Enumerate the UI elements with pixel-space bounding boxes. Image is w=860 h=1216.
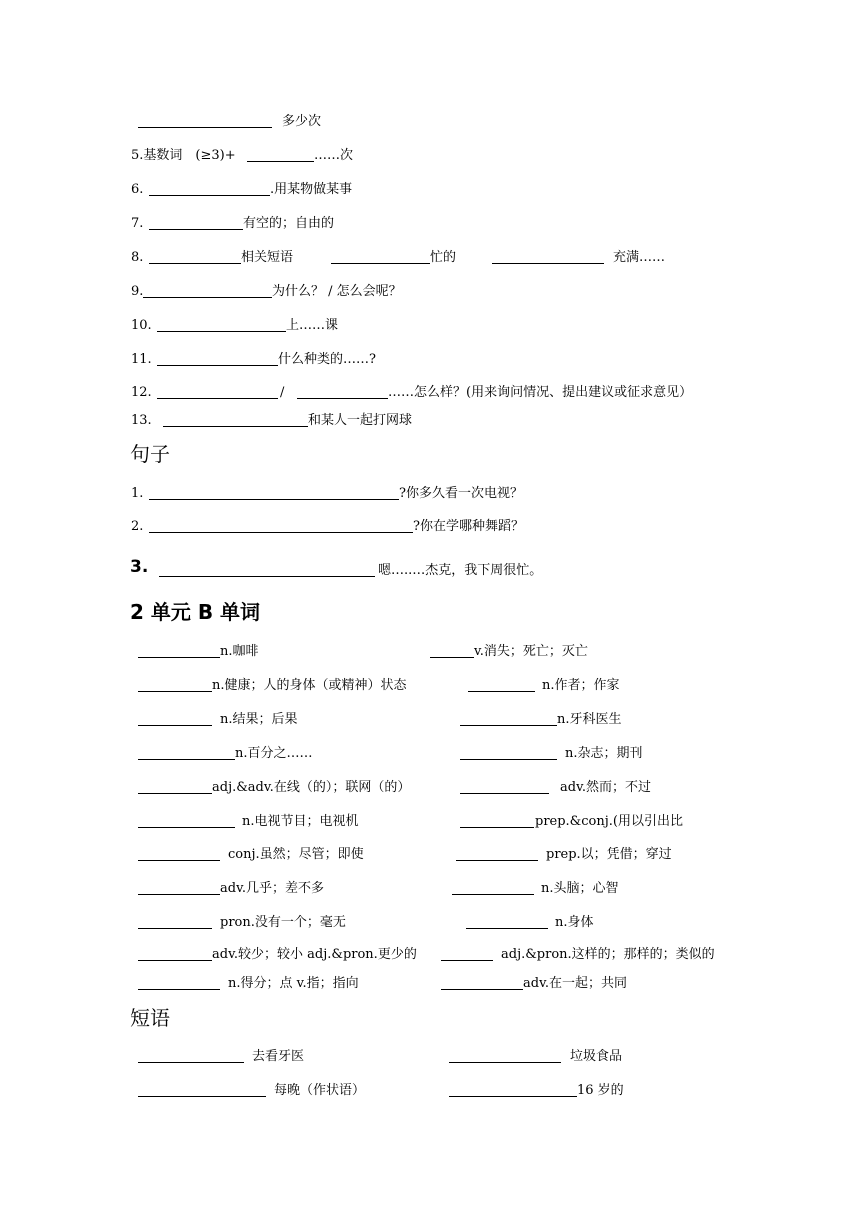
phrase-meaning: ……次	[314, 148, 354, 163]
phrase-number: 8.	[131, 250, 144, 265]
phrase-meaning: .用某物做某事	[270, 182, 353, 197]
phrase-number: 10.	[131, 318, 152, 333]
sentence-number: 2.	[131, 519, 144, 534]
phrase-meaning: 每晚（作状语）	[274, 1083, 366, 1098]
word-meaning: n.得分；点 v.指；指向	[228, 976, 359, 991]
answer-blank[interactable]	[297, 398, 388, 399]
answer-blank[interactable]	[138, 691, 212, 692]
answer-blank[interactable]	[157, 398, 278, 399]
answer-blank[interactable]	[452, 894, 534, 895]
phrase-meaning: 垃圾食品	[570, 1049, 623, 1064]
answer-blank[interactable]	[138, 989, 220, 990]
word-meaning: n.电视节目；电视机	[242, 814, 359, 829]
word-meaning: adv.在一起；共同	[523, 976, 628, 991]
phrase-number: 12.	[131, 385, 152, 400]
word-meaning: pron.没有一个；毫无	[220, 915, 346, 930]
word-meaning: n.牙科医生	[557, 712, 622, 727]
word-meaning: prep.以；凭借；穿过	[546, 847, 672, 862]
answer-blank[interactable]	[149, 195, 270, 196]
word-meaning: n.百分之……	[235, 746, 313, 761]
answer-blank[interactable]	[138, 928, 212, 929]
answer-blank[interactable]	[138, 827, 235, 828]
phrase-meaning: 16 岁的	[577, 1083, 624, 1098]
phrase-meaning: 多少次	[282, 114, 322, 129]
answer-blank[interactable]	[149, 263, 241, 264]
answer-blank[interactable]	[143, 297, 272, 298]
answer-blank[interactable]	[331, 263, 430, 264]
word-meaning: n.健康；人的身体（或精神）状态	[212, 678, 407, 693]
word-meaning: n.结果；后果	[220, 712, 298, 727]
word-meaning: n.咖啡	[220, 644, 259, 659]
answer-blank[interactable]	[138, 657, 220, 658]
answer-blank[interactable]	[430, 657, 474, 658]
word-meaning: n.身体	[555, 915, 594, 930]
answer-blank[interactable]	[159, 576, 375, 577]
answer-blank[interactable]	[149, 229, 243, 230]
answer-blank[interactable]	[138, 793, 212, 794]
answer-blank[interactable]	[468, 691, 535, 692]
word-meaning: n.杂志；期刊	[565, 746, 643, 761]
phrase-number: 6.	[131, 182, 144, 197]
answer-blank[interactable]	[441, 960, 493, 961]
phrase-meaning: 充满……	[613, 250, 666, 265]
word-meaning: adv.几乎；差不多	[220, 881, 325, 896]
phrase-meaning: 忙的	[430, 250, 457, 265]
phrase-number: 5.基数词 (≥3)+	[131, 148, 236, 163]
word-meaning: adv.然而；不过	[560, 780, 652, 795]
answer-blank[interactable]	[157, 365, 278, 366]
phrase-number: 11.	[131, 352, 152, 367]
sentence-number: 1.	[131, 486, 144, 501]
answer-blank[interactable]	[138, 1062, 244, 1063]
answer-blank[interactable]	[492, 263, 604, 264]
section-heading-phrases: 短语	[130, 1006, 170, 1030]
word-meaning: n.头脑；心智	[541, 881, 619, 896]
answer-blank[interactable]	[149, 499, 399, 500]
word-meaning: adj.&pron.这样的；那样的；类似的	[501, 947, 715, 962]
phrase-meaning: 上……课	[286, 318, 339, 333]
phrase-meaning: 有空的；自由的	[243, 216, 335, 231]
sentence-translation: ?你多久看一次电视？	[399, 486, 523, 501]
phrase-number: 9.	[131, 284, 144, 299]
answer-blank[interactable]	[138, 759, 235, 760]
phrase-meaning: 相关短语	[241, 250, 294, 265]
answer-blank[interactable]	[460, 793, 549, 794]
answer-blank[interactable]	[449, 1062, 561, 1063]
word-meaning: prep.&conj.(用以引出比	[535, 814, 683, 829]
word-meaning: adv.较少；较小 adj.&pron.更少的	[212, 947, 417, 962]
answer-blank[interactable]	[441, 989, 523, 990]
phrase-meaning: 去看牙医	[252, 1049, 305, 1064]
answer-blank[interactable]	[138, 725, 212, 726]
answer-blank[interactable]	[138, 127, 272, 128]
sentence-translation: 嗯…..…杰克，我下周很忙。	[378, 563, 543, 578]
phrase-number: 7.	[131, 216, 144, 231]
phrase-number: 13.	[131, 413, 152, 428]
answer-blank[interactable]	[456, 860, 538, 861]
sentence-number: 3.	[130, 557, 149, 577]
answer-blank[interactable]	[460, 827, 534, 828]
answer-blank[interactable]	[247, 161, 314, 162]
word-meaning: n.作者；作家	[542, 678, 620, 693]
section-heading-unit-words: 2 单元 B 单词	[130, 600, 261, 624]
phrase-meaning: 为什么？ / 怎么会呢？	[272, 284, 402, 299]
word-meaning: adj.&adv.在线（的）；联网（的）	[212, 780, 411, 795]
phrase-meaning: 和某人一起打网球	[308, 413, 413, 428]
answer-blank[interactable]	[163, 426, 308, 427]
section-heading-sentences: 句子	[130, 442, 170, 466]
answer-blank[interactable]	[138, 860, 220, 861]
answer-blank[interactable]	[466, 928, 548, 929]
word-meaning: conj.虽然；尽管；即使	[228, 847, 364, 862]
answer-blank[interactable]	[460, 725, 557, 726]
answer-blank[interactable]	[460, 759, 557, 760]
sentence-translation: ?你在学哪种舞蹈？	[413, 519, 524, 534]
answer-blank[interactable]	[157, 331, 286, 332]
answer-blank[interactable]	[138, 1096, 266, 1097]
answer-blank[interactable]	[138, 960, 212, 961]
phrase-meaning: 什么种类的……?	[278, 352, 376, 367]
answer-blank[interactable]	[449, 1096, 577, 1097]
answer-blank[interactable]	[138, 894, 220, 895]
phrase-meaning: ……怎么样？(用来询问情况、提出建议或征求意见）	[388, 385, 693, 400]
phrase-separator: /	[280, 385, 285, 400]
answer-blank[interactable]	[149, 532, 413, 533]
word-meaning: v.消失；死亡；灭亡	[474, 644, 588, 659]
